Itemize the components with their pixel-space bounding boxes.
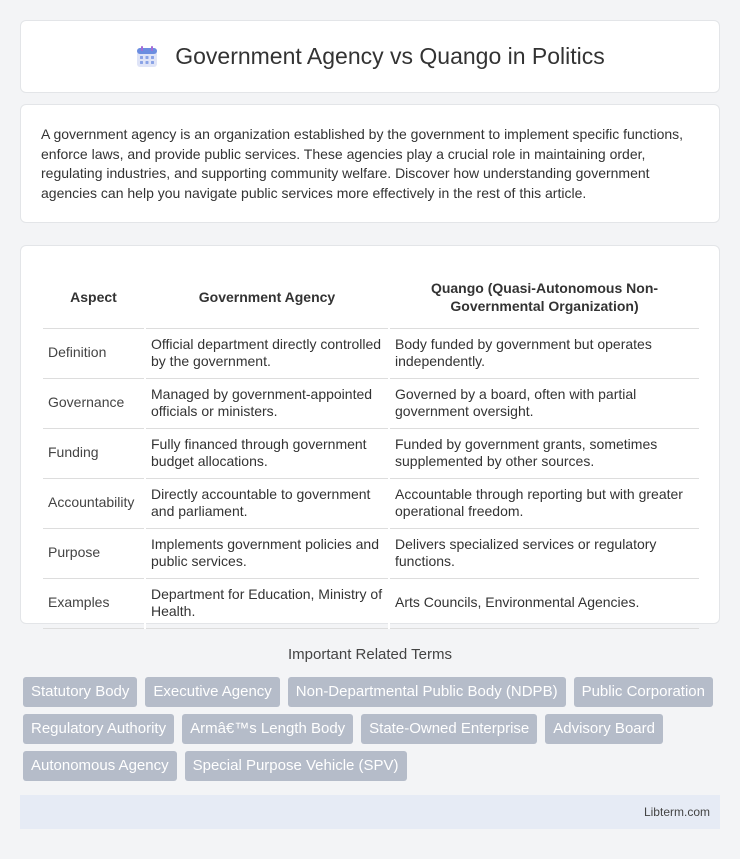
row-aspect: Governance <box>43 378 145 428</box>
related-term-tag[interactable]: Advisory Board <box>545 714 663 744</box>
row-quango: Delivers specialized services or regulatory functions. <box>389 528 699 578</box>
related-term-tag[interactable]: State-Owned Enterprise <box>361 714 537 744</box>
row-quango: Arts Councils, Environmental Agencies. <box>389 578 699 628</box>
column-header-quango: Quango (Quasi-Autonomous Non-Governmental Organization) <box>389 266 699 328</box>
row-government-agency: Directly accountable to government and parliament. <box>145 478 389 528</box>
row-quango: Funded by government grants, sometimes supplemented by other sources. <box>389 428 699 478</box>
title-card <box>20 20 720 93</box>
intro-text: A government agency is an organization established by the government to implement specific functions, enforce laws, and provide public services. These agencies play a crucial role in maintaining order, regulating industries, and supporting community welfare. Discover how understanding government agencies can help you navigate public services more effectively in the rest of this article. <box>41 126 684 201</box>
row-government-agency: Implements government policies and public services. <box>145 528 389 578</box>
related-term-tag[interactable]: Public Corporation <box>574 677 713 707</box>
related-terms-list <box>23 677 723 781</box>
row-government-agency: Department for Education, Ministry of Health. <box>145 578 389 628</box>
table-row <box>43 428 699 478</box>
row-aspect: Definition <box>43 328 145 378</box>
related-term-tag[interactable]: Special Purpose Vehicle (SPV) <box>185 751 407 781</box>
row-quango: Accountable through reporting but with greater operational freedom. <box>389 478 699 528</box>
table-row <box>43 578 699 628</box>
related-term-tag[interactable]: Non-Departmental Public Body (NDPB) <box>288 677 566 707</box>
page-title: Government Agency vs Quango in Politics <box>175 43 605 69</box>
row-government-agency: Fully financed through government budget allocations. <box>145 428 389 478</box>
related-term-tag[interactable]: Autonomous Agency <box>23 751 177 781</box>
column-header-government-agency: Government Agency <box>145 266 389 328</box>
table-row <box>43 328 699 378</box>
table-row <box>43 528 699 578</box>
row-aspect: Purpose <box>43 528 145 578</box>
related-terms-title: Important Related Terms <box>288 646 452 663</box>
column-header-aspect: Aspect <box>43 266 145 328</box>
related-term-tag[interactable]: Statutory Body <box>23 677 137 707</box>
row-government-agency: Managed by government-appointed officials or ministers. <box>145 378 389 428</box>
footer <box>20 795 720 829</box>
footer-site-link[interactable]: Libterm.com <box>643 805 710 819</box>
table-header-row <box>43 266 699 328</box>
table-row <box>43 478 699 528</box>
row-aspect: Funding <box>43 428 145 478</box>
related-term-tag[interactable]: Executive Agency <box>145 677 279 707</box>
comparison-table-card <box>20 245 720 624</box>
table-row <box>43 378 699 428</box>
row-aspect: Examples <box>43 578 145 628</box>
comparison-table <box>43 266 699 629</box>
row-aspect: Accountability <box>43 478 145 528</box>
related-term-tag[interactable]: Armâ€™s Length Body <box>182 714 353 744</box>
calendar-grid-icon <box>135 45 159 69</box>
row-quango: Governed by a board, often with partial government oversight. <box>389 378 699 428</box>
intro-card <box>20 104 720 223</box>
related-term-tag[interactable]: Regulatory Authority <box>23 714 174 744</box>
row-government-agency: Official department directly controlled by the government. <box>145 328 389 378</box>
row-quango: Body funded by government but operates independently. <box>389 328 699 378</box>
